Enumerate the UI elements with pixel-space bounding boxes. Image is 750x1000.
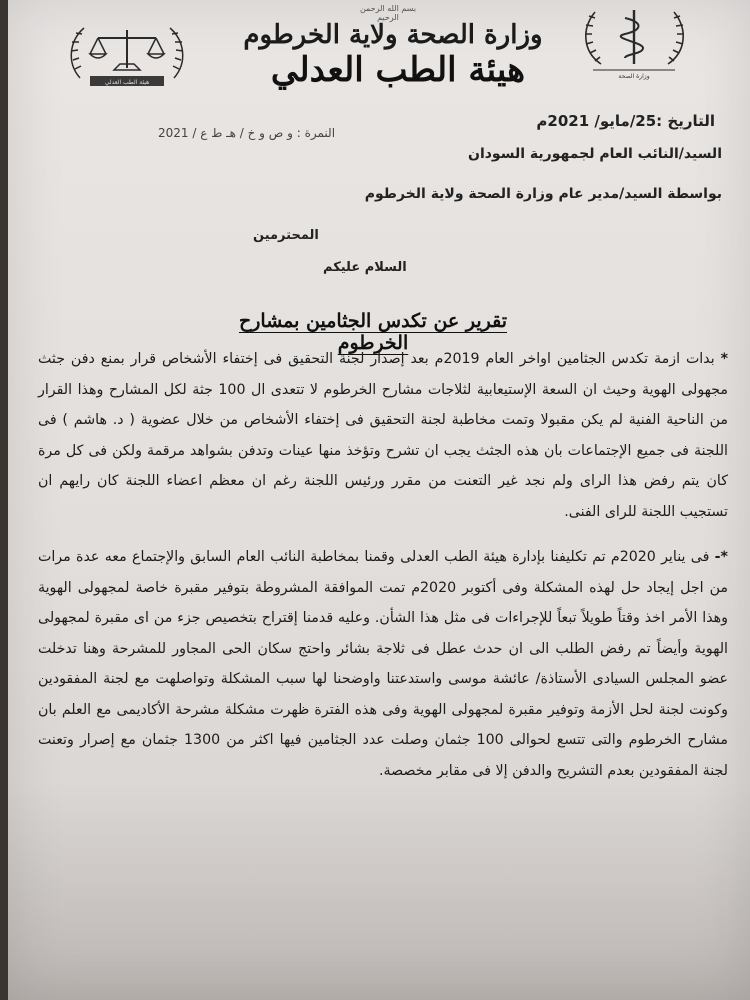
via-line: بواسطة السيد/مدير عام وزارة الصحة ولاية الخرطوم: [364, 186, 722, 202]
document-page: [8, 0, 750, 1000]
paragraph-2-marker: *-: [714, 549, 728, 565]
salutation-respected: المحترمين: [253, 228, 319, 243]
reference-label: النمرة : و ص و خ / هـ ط ع / 2021: [158, 126, 336, 140]
bismillah: بسم الله الرحمن الرحيم: [359, 4, 417, 22]
health-emblem-caption: وزارة الصحة: [618, 73, 650, 80]
paragraph-1-marker: *: [720, 351, 728, 367]
addressee-line: السيد/النائب العام لجمهورية السودان: [468, 146, 722, 162]
ministry-name: وزارة الصحة ولاية الخرطوم: [243, 20, 543, 50]
paragraph-1-text: بدات ازمة تكدس الجثامين اواخر العام 2019م بعد إصدار لجنة التحقيق فى إختفاء الأشخاص قرار بمنع دفن جثث مجهولى الهوية وحيث ان السعة الإستيعابية لثلاجات مشارح الخرطوم لا تتعدى ال 100 جثة لكل المشارح وهذا القرار من الناحية الفنية لم يكن مقبولا وتمت مخاطبة لجنة التحقيق فى إختفاء الأشخاص من خلال عضوية ( د. هاشم ) فى اللجنة فى جميع الإجتماعات بان هذه الجثث يجب ان تشرح وتؤخذ منها عينات وتدفن بشواهد مرقمة ولكن فى كل مرة كان يتم رفض هذا الراى ولم نجد غير التعنت من مقرر ورئيس اللجنة رغم ان معظم اعضاء اللجنة كان رايهم ان تستجيب اللجنة للراى الفنى.: [38, 351, 728, 520]
paragraph-1: [38, 344, 728, 527]
report-title: تقرير عن تكدس الجثامين بمشارح الخرطوم: [238, 310, 508, 354]
greeting: السلام عليكم: [323, 260, 407, 275]
paragraph-2: [38, 542, 728, 786]
document-date: التاريخ :25/مايو/ 2021م: [536, 112, 715, 130]
authority-name: هيئة الطب العدلي: [270, 50, 526, 90]
justice-scales-logo: [68, 22, 186, 94]
health-emblem-logo: [573, 4, 723, 84]
paragraph-2-text: فى يناير 2020م تم تكليفنا بإدارة هيئة الطب العدلى وقمنا بمخاطبة النائب العام السابق والإجتماع معه عدة مرات من اجل إيجاد حل لهذه المشكلة وفى أكتوبر 2020م تمت الموافقة المشروطة بتوفير مقبرة خاصة لمجهولى الهوية وهذا الأمر اخذ وقتاً طويلاً تبعاً للإجراءات فى مثل هذا الشأن. وعليه قدمنا إقتراح بتخصيص جزء من اى مقبرة لمجهولى الهوية وأيضاً تم رفض الطلب الى ان حدث عطل فى ثلاجة بشائر واحتج سكان الحى المجاور للمشرحة وهنا تدخلت عضو المجلس السيادى الأستاذة/ عائشة موسى واستدعتنا واوضحنا لها سبب المشكلة وتواصلهت مع لجنة المفقودين وكونت لجنة لحل الأزمة وتوفير مقبرة لمجهولى الهوية وفى هذه الفترة ظهرت مشكلة مشرحة الأكاديمى مع العلم بان مشارح الخرطوم والتى تتسع لحوالى 100 جثمان وصلت عدد الجثامين فيها اكثر من 1300 جثمان مع إصرار وتعنت لجنة المفقودين بعدم التشريح والدفن إلا فى مقابر مخصصة.: [38, 549, 728, 779]
justice-logo-caption: هيئة الطب العدلي: [104, 79, 150, 86]
page-shadow: [8, 780, 750, 1000]
